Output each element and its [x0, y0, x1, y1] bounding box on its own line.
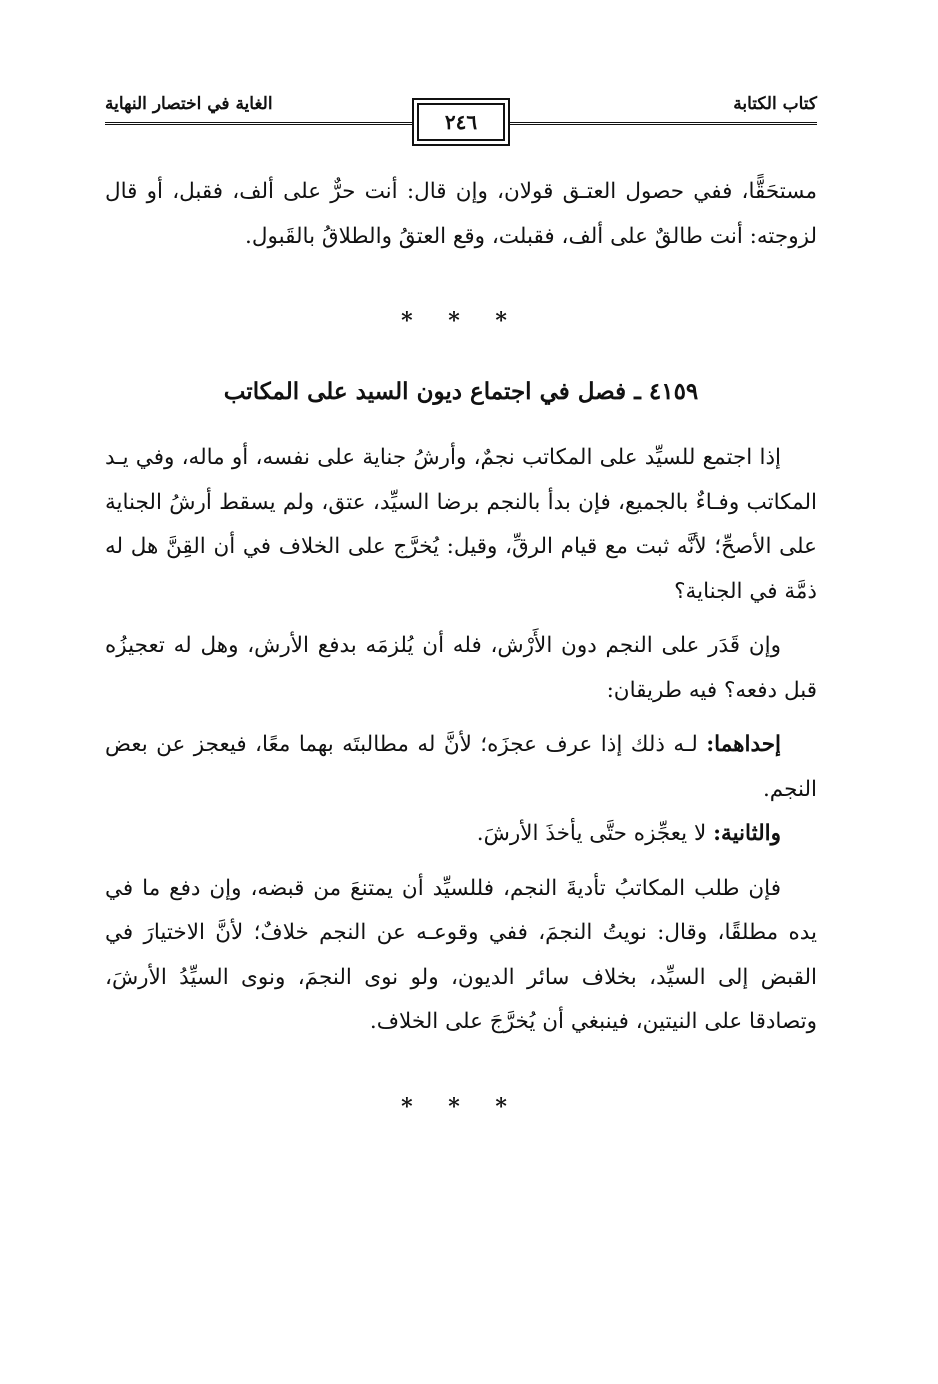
page-body: [105, 170, 817, 1129]
page-header: [105, 84, 817, 154]
first-way-label: إحداهما:: [706, 732, 781, 757]
section-heading: ٤١٥٩ ـ فصل في اجتماع ديون السيد على المكاتب: [223, 377, 699, 405]
end-divider: * * *: [401, 1093, 521, 1120]
second-way-label: والثانية:: [713, 821, 781, 846]
paragraph-second-way: [105, 812, 817, 857]
running-head-section: كتاب الكتابة: [733, 94, 817, 114]
paragraph-continuation: مستحَقًّا، ففي حصول العتـق قولان، وإن قال: أنت حرٌّ على ألف، فقبل، أو قال لزوجته: أنت طالقٌ على ألف، فقبلت، وقع العتقُ والطلاقُ بالقَبول.: [105, 179, 817, 249]
second-way-text: لا يعجِّزه حتَّى يأخذَ الأرشَ.: [476, 821, 714, 846]
paragraph-first-way: [105, 723, 817, 812]
first-way-text: لـه ذلك إذا عرف عجزَه؛ لأنَّ له مطالبتَه بهما معًا، فيعجز عن بعض النجم.: [105, 732, 817, 802]
paragraph: وإن قَدَر على النجم دون الأَرْش، فله أن يُلزمَه بدفع الأرش، وهل له تعجيزُه قبل دفعه؟ فيه طريقان:: [105, 633, 817, 703]
paragraph: فإن طلب المكاتبُ تأديةَ النجم، فللسيِّد أن يمتنعَ من قبضه، وإن دفع ما في يده مطلقًا، وقال: نويتُ النجمَ، ففي وقوعـه عن النجم خلافٌ؛ لأنَّ الاختيارَ في القبض إلى السيِّد، بخلاف سائر الديون، ولو نوى النجمَ، ونوى السيِّدُ الأرشَ، وتصادقا على النيتين، فينبغي أن يُخرَّجَ على الخلاف.: [105, 875, 817, 1034]
paragraph: إذا اجتمع للسيِّد على المكاتب نجمٌ، وأرشُ جناية على نفسه، أو ماله، وفي يـد المكاتب وفـاءٌ بالجميع، فإن بدأ بالنجم برضا السيِّد، عتق، ولم يسقط أرشُ الجناية على الأصحِّ؛ لأنَّه ثبت مع قيام الرقِّ، وقيل: يُخرَّج على الخلاف في أن القِنَّ هل له ذمَّة في الجناية؟: [105, 445, 817, 604]
section-divider: * * *: [401, 308, 521, 334]
running-head-title: الغاية في اختصار النهاية: [105, 94, 273, 114]
page-number: ٢٤٦: [412, 98, 510, 146]
